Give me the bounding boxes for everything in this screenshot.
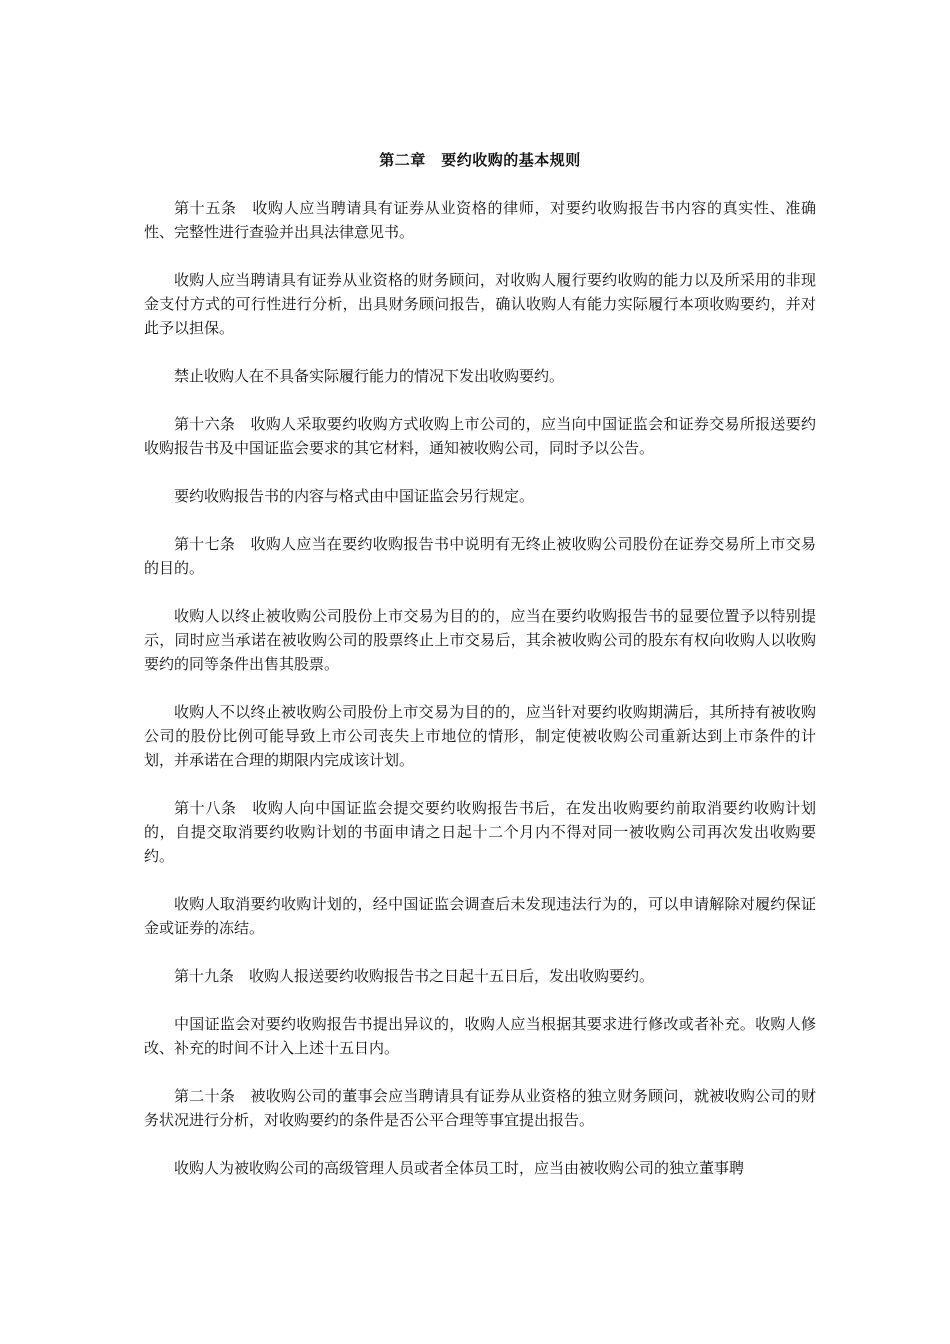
paragraph: 收购人以终止被收购公司股份上市交易为目的的，应当在要约收购报告书的显要位置予以特别提示，同时应当承诺在被收购公司的股票终止上市交易后，其余被收购公司的股东有权向收购人以收购要约的同等条件出售其股票。 <box>144 607 816 673</box>
chapter-title: 第二章 要约收购的基本规则 <box>379 151 581 169</box>
document-body <box>144 148 816 1204</box>
paragraph: 第二十条 被收购公司的董事会应当聘请具有证券从业资格的独立财务顾问，就被收购公司的财务状况进行分析，对收购要约的条件是否公平合理等事宜提出报告。 <box>144 1087 816 1129</box>
paragraph: 第十六条 收购人采取要约收购方式收购上市公司的，应当向中国证监会和证券交易所报送要约收购报告书及中国证监会要求的其它材料，通知被收购公司，同时予以公告。 <box>144 415 816 457</box>
paragraph: 第十五条 收购人应当聘请具有证券从业资格的律师，对要约收购报告书内容的真实性、准确性、完整性进行查验并出具法律意见书。 <box>144 199 816 241</box>
paragraph: 收购人应当聘请具有证券从业资格的财务顾问，对收购人履行要约收购的能力以及所采用的非现金支付方式的可行性进行分析，出具财务顾问报告，确认收购人有能力实际履行本项收购要约，并对此予以担保。 <box>144 271 816 337</box>
paragraph: 第十九条 收购人报送要约收购报告书之日起十五日后，发出收购要约。 <box>174 967 655 985</box>
paragraph: 收购人为被收购公司的高级管理人员或者全体员工时，应当由被收购公司的独立董事聘 <box>174 1159 745 1177</box>
paragraph: 禁止收购人在不具备实际履行能力的情况下发出收购要约。 <box>174 367 565 385</box>
paragraph: 要约收购报告书的内容与格式由中国证监会另行规定。 <box>174 487 535 505</box>
paragraph: 收购人取消要约收购计划的，经中国证监会调查后未发现违法行为的，可以申请解除对履约保证金或证券的冻结。 <box>144 895 816 937</box>
paragraph: 第十八条 收购人向中国证监会提交要约收购报告书后，在发出收购要约前取消要约收购计划的，自提交取消要约收购计划的书面申请之日起十二个月内不得对同一被收购公司再次发出收购要约。 <box>144 799 816 865</box>
paragraph: 收购人不以终止被收购公司股份上市交易为目的的，应当针对要约收购期满后，其所持有被收购公司的股份比例可能导致上市公司丧失上市地位的情形，制定使被收购公司重新达到上市条件的计划，并承诺在合理的期限内完成该计划。 <box>144 703 816 769</box>
paragraph: 中国证监会对要约收购报告书提出异议的，收购人应当根据其要求进行修改或者补充。收购人修改、补充的时间不计入上述十五日内。 <box>144 1015 816 1057</box>
paragraph: 第十七条 收购人应当在要约收购报告书中说明有无终止被收购公司股份在证券交易所上市交易的目的。 <box>144 535 816 577</box>
